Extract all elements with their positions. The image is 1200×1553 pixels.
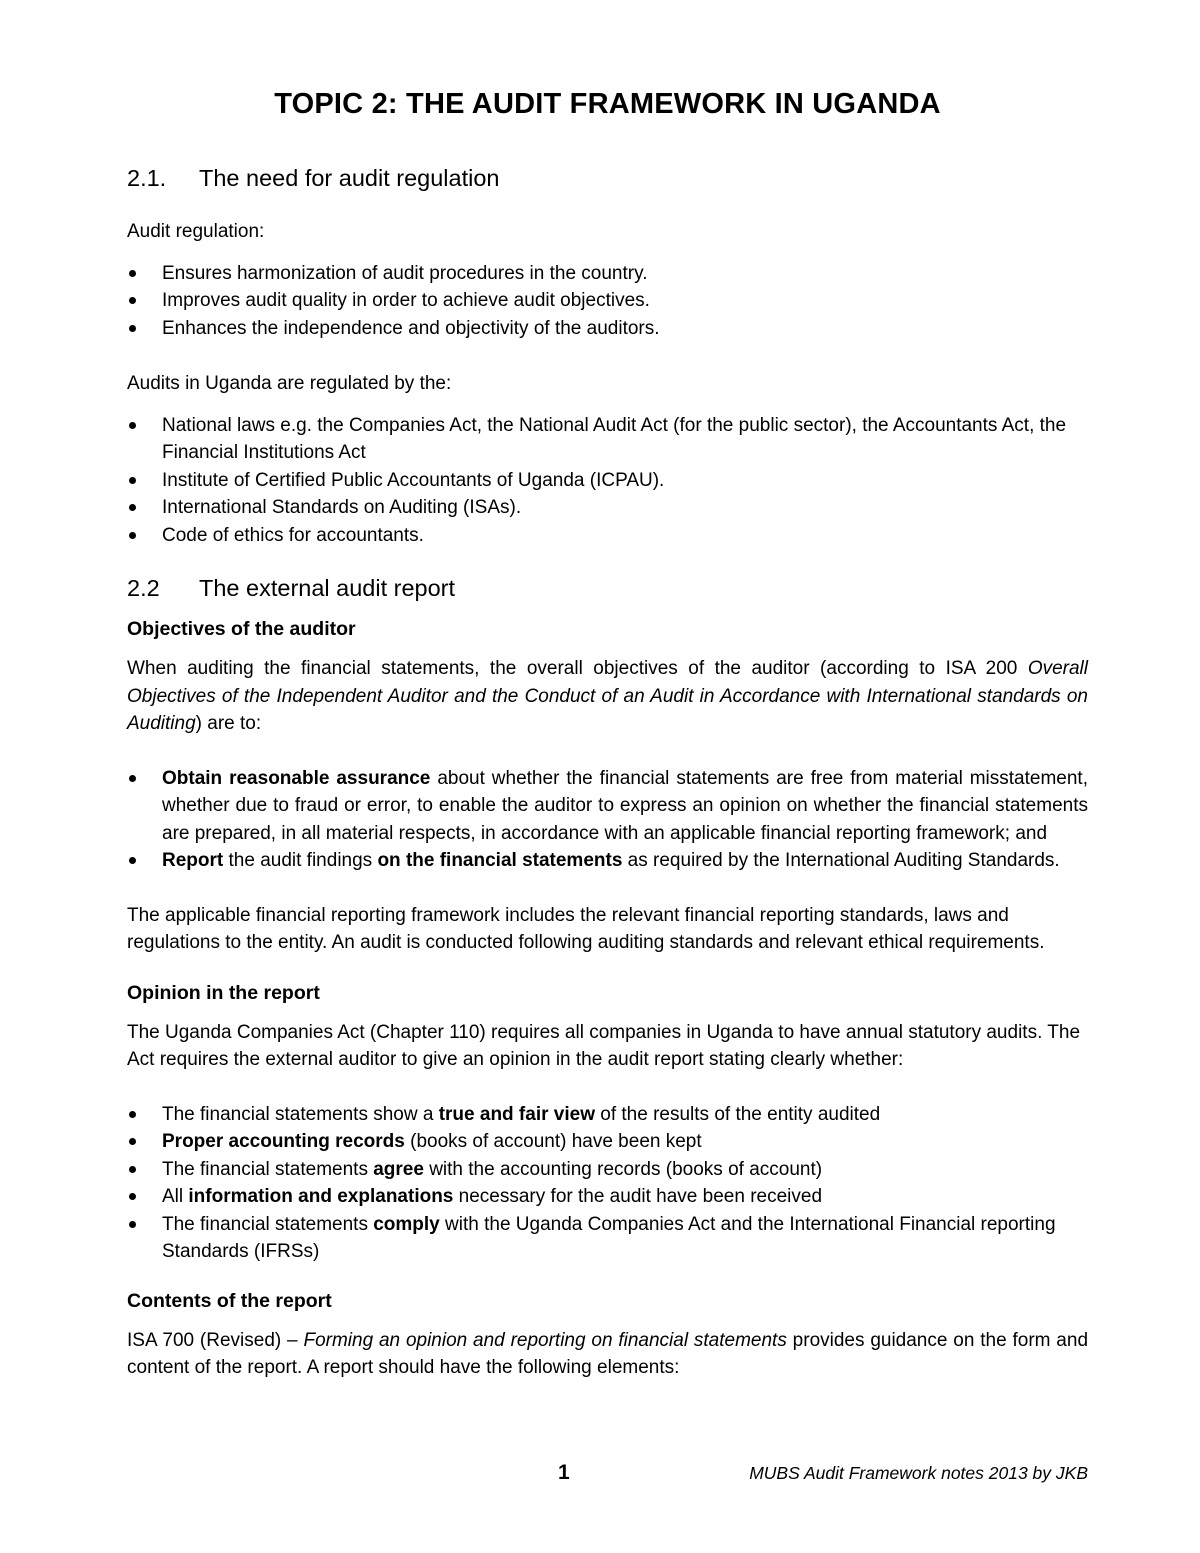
- section-title: The external audit report: [199, 575, 456, 601]
- list-item: Ensures harmonization of audit procedures in the country.: [127, 260, 1088, 288]
- bullet-icon: [129, 477, 136, 484]
- list-item: International Standards on Auditing (ISAs).: [127, 494, 1088, 522]
- subheading-contents: Contents of the report: [127, 1289, 332, 1312]
- page-number: 1: [558, 1461, 570, 1484]
- paragraph: The applicable financial reporting framework includes the relevant financial reporting standards, laws and regulations to the entity. An audit is conducted following auditing standards and relevant ethical requirements.: [127, 904, 1045, 953]
- regulators-list: [127, 412, 1088, 550]
- page-footer: [0, 1461, 1200, 1485]
- bullet-icon: [129, 270, 136, 277]
- list-item: Enhances the independence and objectivity of the auditors.: [127, 315, 1088, 343]
- page-title: TOPIC 2: THE AUDIT FRAMEWORK IN UGANDA: [274, 88, 941, 120]
- list-item: Report the audit findings on the financial statements as required by the International Auditing Standards.: [127, 847, 1088, 875]
- bullet-icon: [129, 1193, 136, 1200]
- bullet-icon: [129, 325, 136, 332]
- section-number: 2.1.: [127, 165, 167, 191]
- bullet-icon: [129, 422, 136, 429]
- document-page: [127, 88, 1088, 1382]
- opinion-list: [127, 1101, 1088, 1266]
- bullet-icon: [129, 1138, 136, 1145]
- section-number: 2.2: [127, 575, 160, 601]
- bullet-icon: [129, 532, 136, 539]
- list-item: Institute of Certified Public Accountants of Uganda (ICPAU).: [127, 467, 1088, 495]
- list-item: The financial statements comply with the Uganda Companies Act and the International Financial reporting Standards (IFRSs): [127, 1211, 1088, 1266]
- list-item: Improves audit quality in order to achieve audit objectives.: [127, 287, 1088, 315]
- bullet-icon: [129, 775, 136, 782]
- subheading-objectives: Objectives of the auditor: [127, 618, 356, 640]
- paragraph: Audits in Uganda are regulated by the:: [127, 373, 452, 394]
- objectives-paragraph: When auditing the financial statements, the overall objectives of the auditor (according to ISA 200 Overall Objectives of the Independent Auditor and the Conduct of an Audit in Accordance with International standards on Auditing) are to:: [127, 658, 1088, 734]
- list-item: The financial statements show a true and fair view of the results of the entity audited: [127, 1101, 1088, 1129]
- bullet-icon: [129, 857, 136, 864]
- list-item: National laws e.g. the Companies Act, the National Audit Act (for the public sector), the Accountants Act, the Financial Institutions Act: [127, 412, 1088, 467]
- regulation-benefits-list: [127, 260, 1088, 343]
- section-title: The need for audit regulation: [199, 165, 500, 191]
- bullet-icon: [129, 297, 136, 304]
- bullet-icon: [129, 1111, 136, 1118]
- list-item: Obtain reasonable assurance about whether the financial statements are free from material misstatement, whether due to fraud or error, to enable the auditor to express an opinion on whether the financial statements are prepared, in all material respects, in accordance with an applicable financial reporting framework; and: [127, 765, 1088, 848]
- bullet-icon: [129, 504, 136, 511]
- list-item: All information and explanations necessary for the audit have been received: [127, 1183, 1088, 1211]
- objectives-list: [127, 765, 1088, 875]
- bullet-icon: [129, 1221, 136, 1228]
- section-2-2-heading: [127, 575, 1088, 602]
- footer-note: MUBS Audit Framework notes 2013 by JKB: [749, 1463, 1088, 1483]
- section-2-1-heading: [127, 165, 1088, 192]
- subheading-opinion: Opinion in the report: [127, 981, 320, 1004]
- list-item: Proper accounting records (books of account) have been kept: [127, 1128, 1088, 1156]
- bullet-icon: [129, 1166, 136, 1173]
- paragraph: Audit regulation:: [127, 221, 265, 242]
- paragraph: The Uganda Companies Act (Chapter 110) requires all companies in Uganda to have annual statutory audits. The Act requires the external auditor to give an opinion in the audit report stating clearly whether:: [127, 1021, 1081, 1070]
- contents-paragraph: ISA 700 (Revised) – Forming an opinion and reporting on financial statements provides guidance on the form and content of the report. A report should have the following elements:: [127, 1329, 1089, 1378]
- list-item: Code of ethics for accountants.: [127, 522, 1088, 550]
- list-item: The financial statements agree with the accounting records (books of account): [127, 1156, 1088, 1184]
